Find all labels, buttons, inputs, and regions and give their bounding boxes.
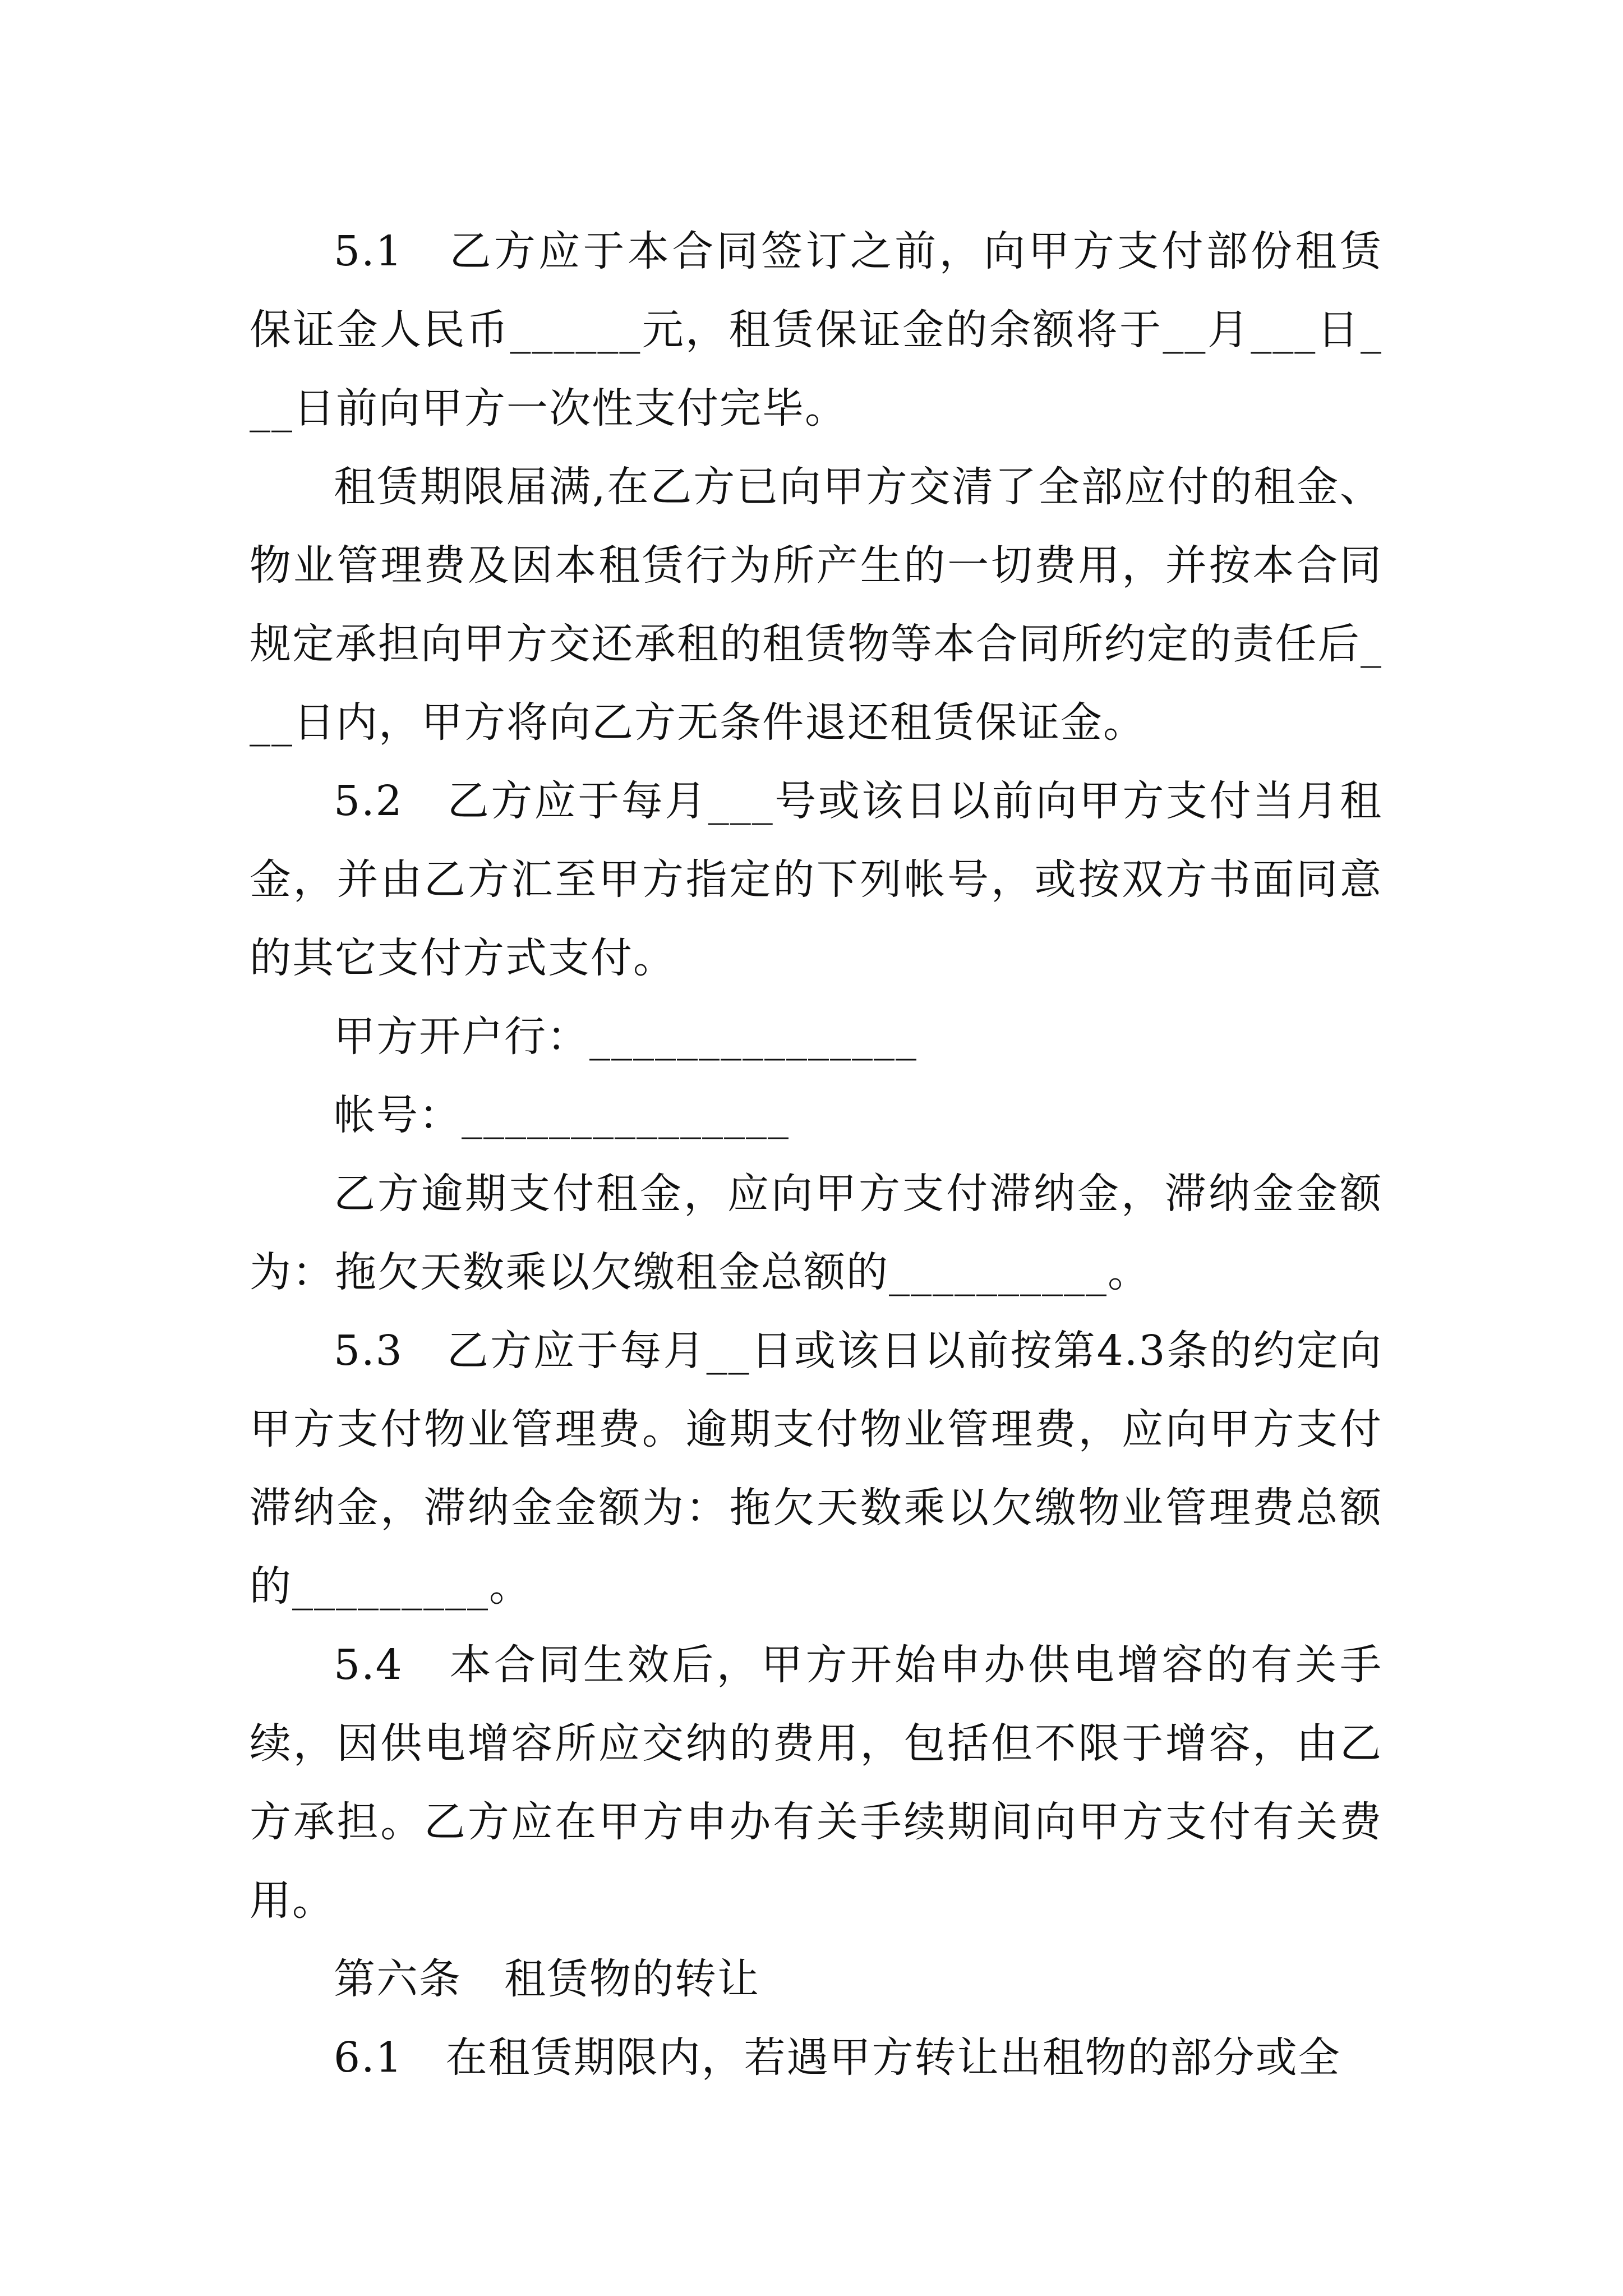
clause-5-2-paragraph: 5.2 乙方应于每月___号或该日以前向甲方支付当月租金，并由乙方汇至甲方指定的下列帐号，或按双方书面同意的其它支付方式支付。 (250, 777, 1382, 982)
clause-5-1-paragraph: 5.1 乙方应于本合同签订之前，向甲方支付部份租赁保证金人民币______元，租赁保证金的余额将于__月___日___日前向甲方一次性支付完毕。 (250, 227, 1382, 432)
late-rent-penalty-paragraph: 乙方逾期支付租金，应向甲方支付滞纳金，滞纳金金额为：拖欠天数乘以欠缴租金总额的__________。 (250, 1170, 1382, 1296)
document-body (250, 212, 1382, 2097)
deposit-refund-paragraph: 租赁期限届满,在乙方已向甲方交清了全部应付的租金、物业管理费及因本租赁行为所产生的一切费用，并按本合同规定承担向甲方交还承租的租赁物等本合同所约定的责任后___日内，甲方将向乙方无条件退还租赁保证金。 (250, 463, 1382, 747)
bank-name-line: 甲方开户行：_______________ (334, 1013, 917, 1061)
clause-5-3-paragraph: 5.3 乙方应于每月__日或该日以前按第4.3条的约定向甲方支付物业管理费。逾期支付物业管理费，应向甲方支付滞纳金，滞纳金金额为：拖欠天数乘以欠缴物业管理费总额的_________。 (250, 1327, 1382, 1611)
article-6-heading: 第六条 租赁物的转让 (334, 1955, 760, 2003)
clause-6-1-paragraph: 6.1 在租赁期限内，若遇甲方转让出租物的部分或全 (334, 2033, 1341, 2082)
account-number-line: 帐号：_______________ (334, 1091, 790, 1139)
clause-5-4-paragraph: 5.4 本合同生效后，甲方开始申办供电增容的有关手续，因供电增容所应交纳的费用，包括但不限于增容，由乙方承担。乙方应在甲方申办有关手续期间向甲方支付有关费用。 (250, 1641, 1382, 1925)
